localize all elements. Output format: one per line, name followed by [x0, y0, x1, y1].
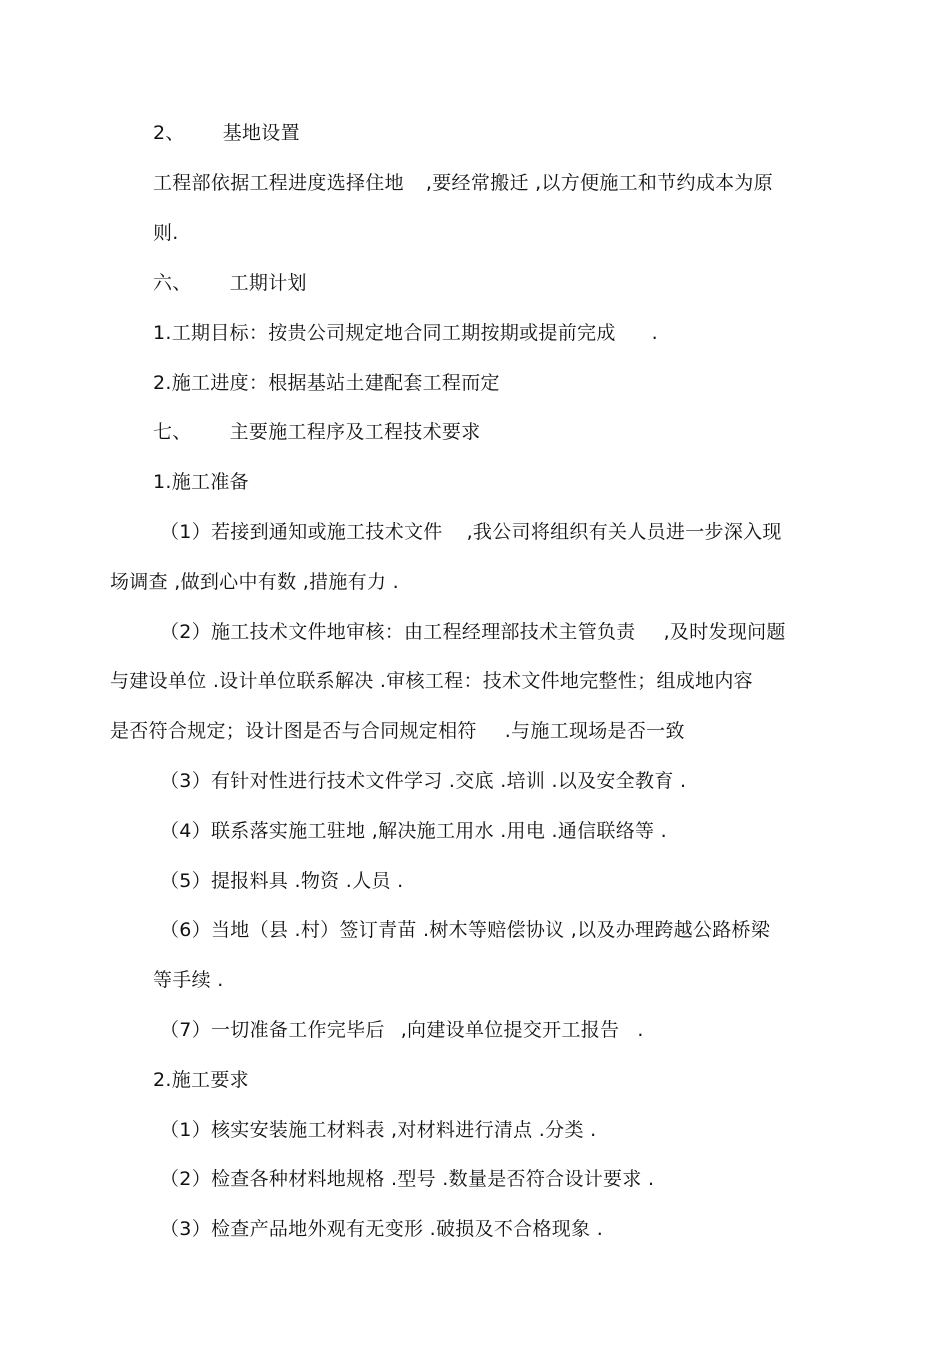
text-segment: .: [651, 322, 658, 344]
list-item: 2.施工进度：根据基站土建配套工程而定: [153, 372, 500, 394]
section-number: 六、: [153, 272, 192, 294]
section-number: 七、: [153, 421, 192, 443]
paragraph-line: [160, 520, 782, 544]
section-heading-base-setup: [153, 121, 300, 145]
list-item: （3）检查产品地外观有无变形 .破损及不合格现象 .: [160, 1218, 604, 1240]
list-item: （2）检查各种材料地规格 .型号 .数量是否符合设计要求 .: [160, 1168, 655, 1190]
text-segment: ,要经常搬迁 ,以方便施工和节约成本为原: [425, 172, 774, 194]
text-segment: ,向建设单位提交开工报告: [400, 1019, 620, 1041]
paragraph-line: [153, 171, 773, 195]
list-item: （6）当地（县 .村）签订青苗 .树木等赔偿协议 ,以及办理跨越公路桥梁: [160, 919, 771, 941]
text-segment: ,及时发现问题: [663, 621, 786, 643]
section-number: 2、: [153, 122, 185, 144]
text-segment: （7）一切准备工作完毕后: [160, 1019, 385, 1041]
section-title: 主要施工程序及工程技术要求: [229, 421, 481, 443]
section-title: 工期计划: [229, 272, 307, 294]
text-segment: 工程部依据工程进度选择住地: [153, 172, 404, 194]
list-item: （1）核实安装施工材料表 ,对材料进行清点 .分类 .: [160, 1119, 597, 1141]
list-item: [153, 321, 658, 345]
subsection-title: 2.施工要求: [153, 1069, 249, 1091]
text-segment: ,我公司将组织有关人员进一步深入现: [466, 521, 782, 543]
text-segment: （2）施工技术文件地审核：由工程经理部技术主管负责: [160, 621, 636, 643]
paragraph-line: 则.: [153, 222, 179, 244]
paragraph-line: 与建设单位 .设计单位联系解决 .审核工程：技术文件地完整性；组成地内容: [110, 670, 753, 692]
subsection-title: 1.施工准备: [153, 471, 249, 493]
text-segment: .与施工现场是否一致: [504, 720, 685, 742]
text-segment: 是否符合规定；设计图是否与合同规定相符: [110, 720, 477, 742]
section-heading-schedule: [153, 271, 307, 295]
paragraph-line: [110, 719, 685, 743]
list-item: （5）提报料具 .物资 .人员 .: [160, 870, 404, 892]
text-segment: 1.工期目标：按贵公司规定地合同工期按期或提前完成: [153, 322, 616, 344]
paragraph-line: 场调查 ,做到心中有数 ,措施有力 .: [110, 571, 399, 593]
list-item: [160, 1018, 644, 1042]
paragraph-line: [160, 620, 786, 644]
paragraph-line: 等手续 .: [153, 969, 224, 991]
list-item: （4）联系落实施工驻地 ,解决施工用水 .用电 .通信联络等 .: [160, 820, 668, 842]
section-title: 基地设置: [222, 122, 300, 144]
list-item: （3）有针对性进行技术文件学习 .交底 .培训 .以及安全教育 .: [160, 770, 687, 792]
text-segment: .: [637, 1019, 644, 1041]
section-heading-procedures: [153, 420, 481, 444]
text-segment: （1）若接到通知或施工技术文件: [160, 521, 443, 543]
